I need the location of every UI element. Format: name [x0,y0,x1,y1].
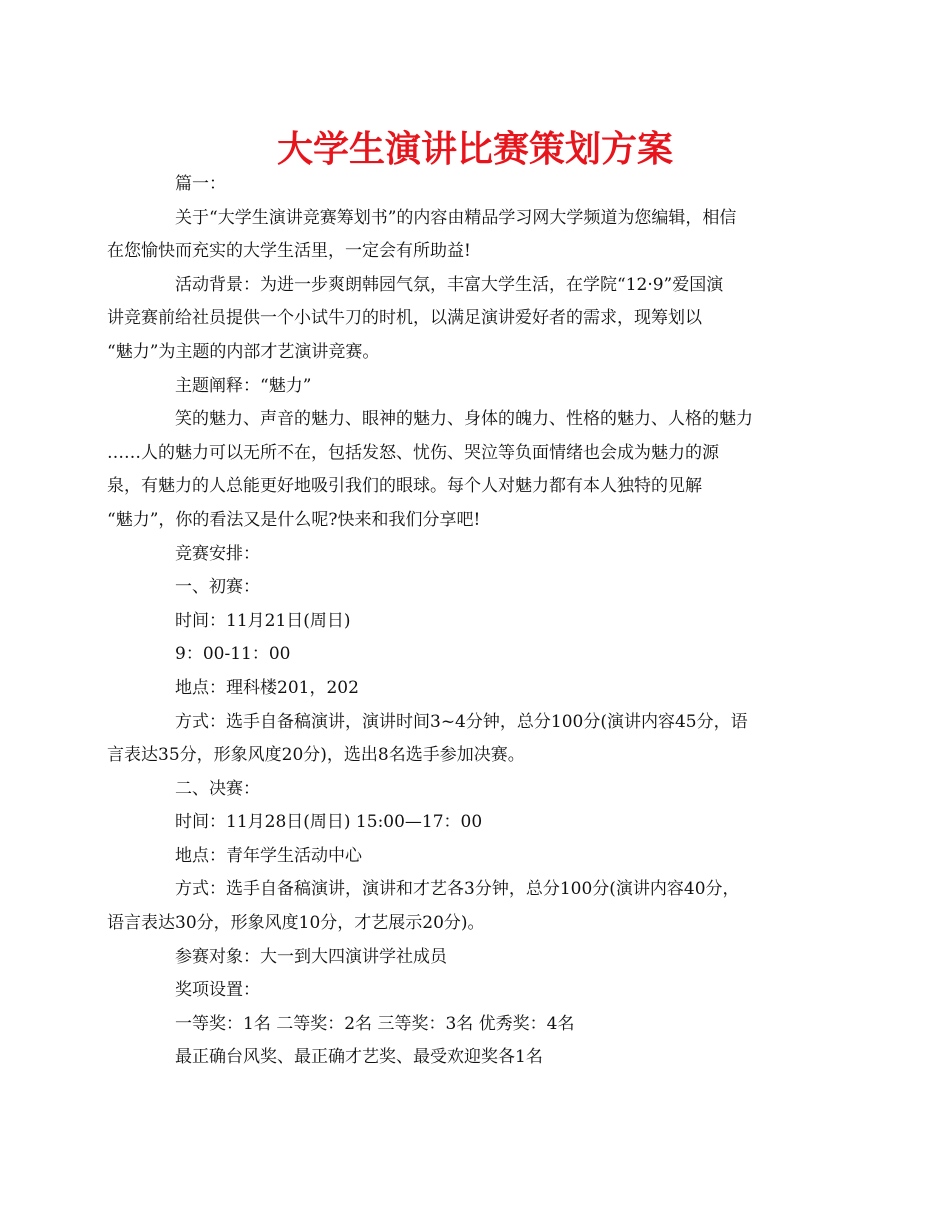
paragraph [141,941,813,975]
paragraph-line: 笑的魅力、声音的魅力、眼神的魅力、身体的魄力、性格的魅力、人格的魅力 [175,409,753,430]
paragraph-line: 泉，有魅力的人总能更好地吸引我们的眼球。每个人对魅力都有本人独特的见解 [107,476,702,497]
paragraph [141,370,813,404]
paragraph [107,403,813,537]
paragraph-line: 一等奖：1名 二等奖：2名 三等奖：3名 优秀奖：4名 [175,1013,575,1034]
paragraph [107,873,813,940]
paragraph [141,773,813,807]
paragraph-line: 奖项设置： [175,980,260,1001]
paragraph-line: 最正确台风奖、最正确才艺奖、最受欢迎奖各1名 [175,1047,543,1068]
paragraph-line: 地点：理科楼201，202 [175,677,359,698]
paragraph-line: 关于“大学生演讲竞赛筹划书”的内容由精品学习网大学频道为您编辑，相信 [175,207,737,228]
paragraph-line: ……人的魅力可以无所不在，包括发怒、忧伤、哭泣等负面情绪也会成为魅力的源 [107,442,719,463]
paragraph [141,806,813,840]
paragraph-line: 方式：选手自备稿演讲，演讲和才艺各3分钟，总分100分(演讲内容40分， [175,879,740,900]
paragraph-line: 讲竞赛前给社员提供一个小试牛刀的时机，以满足演讲爱好者的需求，现筹划以 [107,308,702,329]
paragraph-line: 在您愉快而充实的大学生活里，一定会有所助益! [107,241,471,262]
paragraph [141,605,813,639]
paragraph-line: 篇一： [175,174,226,194]
paragraph-line: 活动背景：为进一步爽朗韩园气氛，丰富大学生活，在学院“12·9”爱国演 [175,274,724,295]
paragraph [141,840,813,874]
document-body [107,168,813,1075]
paragraph [141,974,813,1008]
paragraph-line: 竞赛安排： [175,543,260,564]
paragraph-line: 参赛对象：大一到大四演讲学社成员 [175,946,447,967]
paragraph [141,1008,813,1042]
paragraph [107,202,813,269]
paragraph-line: 言表达35分，形象风度20分)，选出8名选手参加决赛。 [107,745,525,766]
paragraph-line: 一、初赛： [175,577,260,598]
paragraph-line: 地点：青年学生活动中心 [175,845,362,866]
paragraph [141,538,813,572]
paragraph [107,706,813,773]
paragraph-line: 时间：11月21日(周日) [175,610,351,631]
paragraph [141,168,813,202]
paragraph [141,1041,813,1075]
paragraph-line: 语言表达30分，形象风度10分，才艺展示20分)。 [107,913,485,934]
paragraph [141,638,813,672]
paragraph-line: 主题阐释：“魅力” [175,375,312,396]
paragraph-line: 二、决赛： [175,778,260,799]
paragraph [141,672,813,706]
paragraph-line: “魅力”为主题的内部才艺演讲竞赛。 [107,341,380,362]
document-title: 大学生演讲比赛策划方案 [276,129,673,170]
paragraph-line: 时间：11月28日(周日) 15:00—17：00 [175,812,483,833]
paragraph-line: 9：00-11：00 [175,644,291,665]
paragraph [141,571,813,605]
paragraph [107,269,813,370]
paragraph-line: “魅力”，你的看法又是什么呢?快来和我们分享吧! [107,509,481,530]
paragraph-line: 方式：选手自备稿演讲，演讲时间3~4分钟，总分100分(演讲内容45分，语 [175,711,748,732]
